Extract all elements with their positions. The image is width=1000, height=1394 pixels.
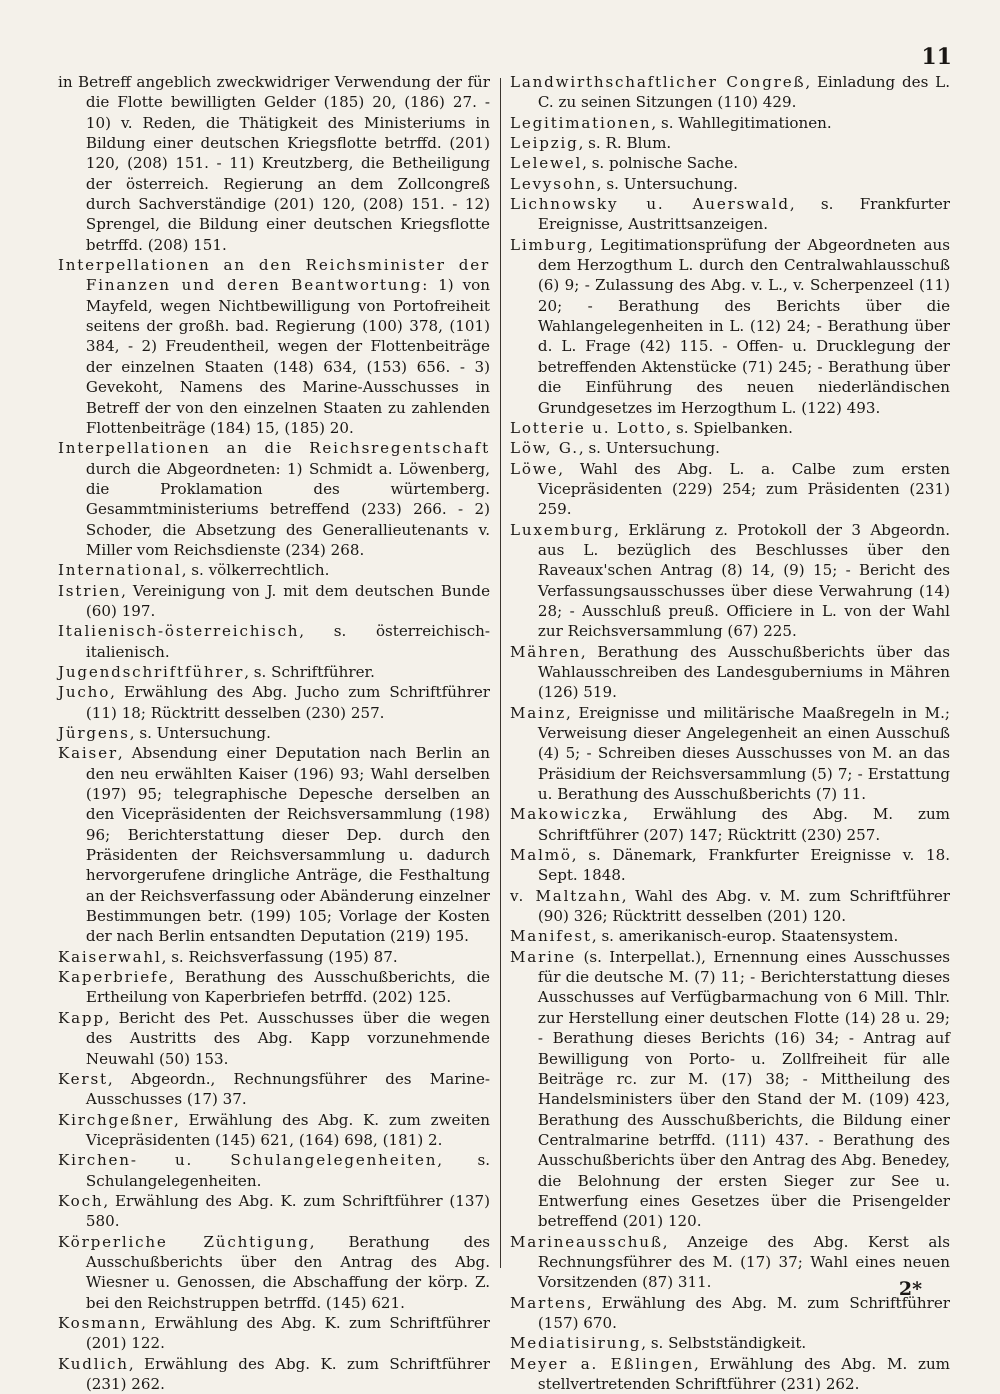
- entry-text: , Wahl des Abg. v. M. zum Schriftführer (90) 326; Rücktritt desselben (201) 120.: [537, 886, 950, 926]
- index-entry: [510, 418, 950, 438]
- entry-text: , Erwählung des Abg. M. zum Schriftführer (207) 147; Rücktritt (230) 257.: [537, 805, 950, 844]
- index-entry: [58, 1008, 490, 1069]
- entry-keyword: Kaperbriefe: [58, 968, 170, 987]
- index-entry: [510, 947, 950, 1232]
- index-entry: [58, 662, 490, 682]
- index-entry: [58, 581, 490, 622]
- entry-keyword: Kosmann: [58, 1313, 142, 1332]
- entry-keyword: Lotterie u. Lotto: [510, 418, 667, 437]
- index-entry: [510, 72, 950, 113]
- index-entry: [510, 886, 950, 927]
- entry-text: , Erwählung des Abg. K. zum zweiten Vicepräsidenten (145) 621, (164) 698, (181) 2.: [85, 1110, 490, 1149]
- entry-text: , Absendung einer Deputation nach Berlin an den neu erwählten Kaiser (196) 93; Wahl derselben (197) 95; telegraphische Depesche derselben an den Vicepräsidenten der Reichsversammlung (198) 96; Berichterstattung dieser Dep. durch den Präsidenten der Reichsversammlung u. dadurch hervorgerufene dringliche Anträge, die Festhaltung an der Reichsverfassung oder Abänderung einzelner Bestimmungen betr. (199) 105; Vorlage der Kosten der nach Berlin entsandten Deputation (219) 195.: [85, 744, 490, 946]
- entry-text: , s. Dänemark, Frankfurter Ereignisse v. 18. Sept. 1848.: [537, 846, 950, 885]
- entry-text: , Erwählung des Abg. M. zum stellvertretenden Schriftführer (231) 262.: [537, 1354, 950, 1393]
- index-entry: [510, 438, 950, 458]
- entry-text: , s. österreichisch-italienisch.: [85, 622, 490, 661]
- entry-keyword: Koch: [58, 1191, 104, 1210]
- entry-keyword: Interpellationen an den Reichsminister der Finanzen und deren Beantwortung:: [58, 256, 490, 295]
- index-entry: [58, 723, 490, 743]
- index-entry: [510, 133, 950, 153]
- entry-keyword: Legitimationen: [510, 113, 652, 132]
- entry-keyword: Kudlich: [58, 1354, 129, 1373]
- entry-text: , Ereignisse und militärische Maaßregeln in M.; Verweisung dieser Angelegenheit an einen Ausschuß (4) 5; - Schreiben dieses Ausschusses von M. an das Präsidium der Reichsversammlung (5) 7; - Erstattung u. Berathung des Ausschußberichts (7) 11.: [537, 703, 950, 804]
- entry-text: , Berathung des Ausschußberichts, die Ertheilung von Kaperbriefen betrffd. (202) 125.: [85, 968, 490, 1007]
- entry-text: , Wahl des Abg. L. a. Calbe zum ersten Vicepräsidenten (229) 254; zum Präsidenten (231) 259.: [537, 459, 950, 519]
- index-column-left: [58, 72, 490, 1394]
- entry-text: , Erklärung z. Protokoll der 3 Abgeordn. aus L. bezüglich des Beschlusses über den Raveaux'schen Antrag (8) 14, (9) 15; - Bericht des Verfassungsausschusses über diese Verwahrung (14) 28; - Ausschluß preuß. Officiere in L. von der Wahl zur Reichsversammlung (67) 225.: [537, 520, 950, 641]
- entry-text: , s. Spielbanken.: [666, 418, 793, 437]
- index-entry: [58, 1313, 490, 1354]
- entry-keyword: Landwirthschaftlicher Congreß: [510, 73, 806, 91]
- index-entry: [58, 255, 490, 438]
- entry-keyword: Löw, G.: [510, 439, 579, 458]
- entry-text: , Erwählung des Abg. K. zum Schriftführer (231) 262.: [85, 1354, 490, 1393]
- entry-keyword: Limburg: [510, 235, 589, 254]
- index-entry: [510, 113, 950, 133]
- index-entry: [58, 1232, 490, 1313]
- entry-text: , Einladung des L. C. zu seinen Sitzungen (110) 429.: [537, 73, 950, 112]
- index-entry: [58, 967, 490, 1008]
- entry-text: in Betreff angeblich zweckwidriger Verwendung der für die Flotte bewilligten Gelder (185) 20, (186) 27. - 10) v. Reden, die Thätigkeit des Ministeriums in Bildung einer deutschen Kriegsflotte betrffd. (201) 120, (208) 151. - 11) Kreutzberg, die Betheiligung der österreich. Regierung an dem Zollcongreß durch Sachverständige (201) 120, (208) 151. - 12) Sprengel, die Bildung einer deutschen Kriegsflotte betrffd. (208) 151.: [58, 73, 490, 254]
- entry-keyword: Marineausschuß: [510, 1232, 663, 1251]
- index-entry: [510, 153, 950, 173]
- entry-keyword: Kirchen- u. Schulangelegenheiten: [58, 1151, 438, 1170]
- index-entry: [510, 804, 950, 845]
- column-divider: [500, 78, 501, 1268]
- index-entry: [510, 235, 950, 418]
- entry-keyword: Interpellationen an die Reichsregentschaft: [58, 439, 490, 458]
- entry-text: , s. völkerrechtlich.: [181, 561, 330, 580]
- entry-text: , s. Schriftführer.: [244, 662, 375, 681]
- index-entry: [58, 72, 490, 255]
- index-entry: [58, 1150, 490, 1191]
- index-entry: [58, 947, 490, 967]
- index-entry: [58, 438, 490, 560]
- index-entry: [58, 1191, 490, 1232]
- entry-keyword: Mähren: [510, 642, 581, 661]
- index-entry: [510, 1293, 950, 1334]
- entry-text: , Erwählung des Abg. Jucho zum Schriftführer (11) 18; Rücktritt desselben (230) 257.: [85, 683, 490, 722]
- entry-text: , Vereinigung von J. mit dem deutschen Bunde (60) 197.: [85, 581, 490, 620]
- entry-keyword: Malmö: [510, 846, 572, 865]
- entry-keyword: Mediatisirung: [510, 1334, 642, 1353]
- entry-keyword: Kaiser: [58, 744, 118, 763]
- entry-keyword: Martens: [510, 1293, 587, 1312]
- entry-text: , Bericht des Pet. Ausschusses über die wegen des Austritts des Abg. Kapp vorzunehmende Neuwahl (50) 153.: [85, 1008, 490, 1068]
- entry-text: , Erwählung des Abg. K. zum Schriftführer (137) 580.: [85, 1191, 490, 1231]
- entry-keyword: Istrien: [58, 581, 122, 600]
- entry-text: , s. polnische Sache.: [582, 154, 739, 173]
- entry-keyword: Jugendschriftführer: [58, 662, 245, 681]
- index-entry: [510, 642, 950, 703]
- index-entry: [510, 1232, 950, 1293]
- entry-keyword: Mainz: [510, 703, 567, 722]
- entry-keyword: Kaiserwahl: [58, 947, 162, 966]
- index-entry: [510, 459, 950, 520]
- entry-text: , Berathung des Ausschußberichts über das Wahlausschreiben des Landesguberniums in Mähren (126) 519.: [537, 642, 950, 702]
- sheet-signature: 2*: [898, 1278, 922, 1300]
- entry-text: durch die Abgeordneten: 1) Schmidt a. Löwenberg, die Proklamation des würtemberg. Gesammtministeriums betreffend (233) 266. - 2) Schoder, die Absetzung des Generallieutenants v. Miller vom Reichsdienste (234) 268.: [85, 459, 490, 559]
- index-entry: [510, 845, 950, 886]
- entry-text: , s. Untersuchung.: [578, 439, 720, 458]
- entry-text: , s. Selbstständigkeit.: [641, 1334, 807, 1353]
- index-entry: [58, 743, 490, 946]
- index-entry: [58, 560, 490, 580]
- index-entry: [58, 1069, 490, 1110]
- entry-text: , Berathung des Ausschußberichts über den Antrag des Abg. Wiesner u. Genossen, die Abschaffung der körp. Z. bei den Reichstruppen betrffd. (145) 621.: [85, 1232, 490, 1312]
- entry-keyword: Jürgens: [58, 724, 130, 742]
- entry-text: , s. Reichsverfassung (195) 87.: [161, 947, 398, 966]
- entry-keyword: Kerst: [58, 1069, 108, 1088]
- entry-text: (s. Interpellat.), Ernennung eines Ausschusses für die deutsche M. (7) 11; - Berichterstattung dieses Ausschusses auf Verfügbarmachung von 6 Mill. Thlr. zur Herstellung einer deutschen Flotte (14) 28 u. 29; - Berathung dieses Berichts (16) 34; - Antrag auf Bewilligung von Porto- u. Zollfreiheit für alle Beiträge rc. zur M. (17) 38; - Mittheilung des Handelsministers über den Stand der M. (109) 423, Berathung des Ausschußberichts, die Bildung einer Centralmarine betrffd. (111) 437. - Berathung des Ausschußberichts über den Antrag des Abg. Benedey, die Belohnung der ersten Sieger zur See u. Entwerfung eines Gesetzes über die Prisengelder betreffend (201) 120.: [537, 947, 950, 1231]
- entry-text: , s. Schulangelegenheiten.: [85, 1151, 491, 1190]
- index-entry: [58, 682, 490, 723]
- index-entry: [58, 1110, 490, 1151]
- entry-keyword: Marine: [510, 947, 577, 966]
- entry-keyword: International: [58, 561, 182, 580]
- entry-text: , s. amerikanisch-europ. Staatensystem.: [591, 927, 899, 946]
- entry-keyword: v. Maltzahn: [510, 886, 622, 905]
- index-entry: [510, 1333, 950, 1353]
- entry-keyword: Italienisch-österreichisch: [58, 622, 300, 641]
- index-entry: [510, 520, 950, 642]
- entry-keyword: Kirchgeßner: [58, 1110, 174, 1129]
- index-entry: [58, 1354, 490, 1394]
- entry-keyword: Kapp: [58, 1008, 105, 1027]
- entry-keyword: Luxemburg: [510, 520, 615, 539]
- entry-text: , s. Wahllegitimationen.: [651, 113, 832, 132]
- entry-keyword: Jucho: [58, 683, 111, 702]
- entry-text: , Erwählung des Abg. K. zum Schriftführer (201) 122.: [85, 1313, 490, 1353]
- index-entry: [510, 703, 950, 805]
- index-entry: [510, 174, 950, 194]
- entry-text: 1) von Mayfeld, wegen Nichtbewilligung von Portofreiheit seitens der großh. bad. Regierung (100) 378, (101) 384, - 2) Freudentheil, wegen der Flottenbeiträge der einzelnen Staaten (148) 634, (153) 656. - 3) Gevekoht, Namens des Marine-Ausschusses in Betreff der von den einzelnen Staaten zu zahlenden Flottenbeiträge (184) 15, (185) 20.: [85, 276, 490, 437]
- entry-text: , Abgeordn., Rechnungsführer des Marine-Ausschusses (17) 37.: [85, 1069, 490, 1109]
- entry-text: , Anzeige des Abg. Kerst als Rechnungsführer des M. (17) 37; Wahl eines neuen Vorsitzenden (87) 311.: [537, 1232, 950, 1292]
- entry-keyword: Lichnowsky u. Auerswald: [510, 195, 790, 214]
- entry-text: , s. Untersuchung.: [129, 724, 271, 742]
- entry-text: , s. R. Blum.: [578, 134, 672, 153]
- entry-text: , s. Untersuchung.: [596, 174, 738, 193]
- entry-keyword: Levysohn: [510, 174, 597, 193]
- entry-keyword: Makowiczka: [510, 805, 624, 824]
- entry-text: , s. Frankfurter Ereignisse, Austrittsanzeigen.: [537, 195, 950, 234]
- index-entry: [58, 621, 490, 662]
- index-entry: [510, 194, 950, 235]
- index-entry: [510, 1354, 950, 1394]
- entry-keyword: Leipzig: [510, 134, 579, 153]
- page-number: 11: [921, 44, 952, 70]
- index-entry: [510, 926, 950, 946]
- entry-keyword: Meyer a. Eßlingen: [510, 1354, 694, 1373]
- entry-keyword: Körperliche Züchtigung: [58, 1232, 310, 1251]
- entry-text: , Erwählung des Abg. M. zum Schriftführer (157) 670.: [537, 1293, 950, 1332]
- entry-keyword: Löwe: [510, 459, 559, 478]
- index-column-right: [510, 72, 950, 1394]
- entry-text: , Legitimationsprüfung der Abgeordneten aus dem Herzogthum L. durch den Centralwahlausschuß (6) 9; - Zulassung des Abg. v. L., v. Scherpenzeel (11) 20; - Berathung des Berichts über die Wahlangelegenheiten in L. (12) 24; - Berathung über d. L. Frage (42) 115. - Offen- u. Drucklegung der betreffenden Aktenstücke (71) 245; - Berathung über die Einführung des neuen niederländischen Grundgesetzes im Herzogthum L. (122) 493.: [537, 235, 950, 417]
- entry-keyword: Lelewel: [510, 154, 583, 173]
- entry-keyword: Manifest: [510, 927, 592, 946]
